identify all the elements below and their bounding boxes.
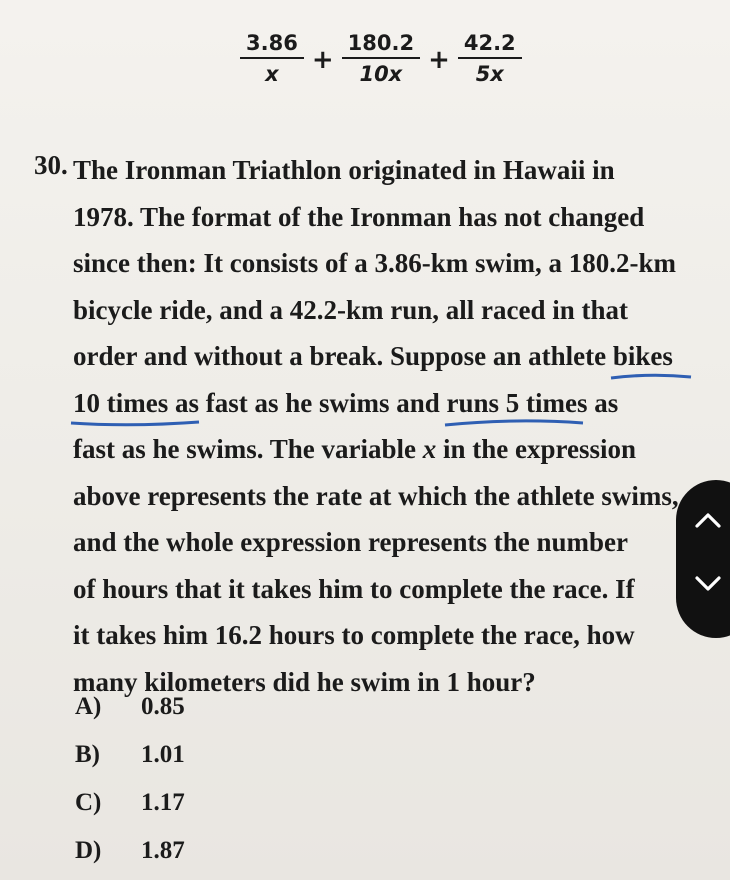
plus-sign: + xyxy=(311,45,334,75)
choice-letter: C) xyxy=(75,789,102,816)
pen-underline-mark xyxy=(71,417,201,429)
question-line: it takes him 16.2 hours to complete the race, how xyxy=(73,620,635,650)
line-text: fast as he swims. The variable xyxy=(73,434,423,464)
underlined-five-times xyxy=(447,383,588,423)
pen-underline-mark xyxy=(611,372,691,382)
question-line: bicycle ride, and a 42.2-km run, all raced in that xyxy=(73,294,628,325)
chevron-down-icon[interactable] xyxy=(694,573,722,593)
question-line: many kilometers did he swim in 1 hour? xyxy=(73,666,536,697)
question-number: 30. xyxy=(34,150,68,180)
choice-value: 1.87 xyxy=(141,837,185,864)
plus-sign: + xyxy=(428,45,450,75)
question-line: 1978. The format of the Ironman has not changed xyxy=(73,201,645,232)
denominator: 10x xyxy=(359,61,403,86)
chevron-up-icon[interactable] xyxy=(694,510,722,530)
choice-value: 0.85 xyxy=(141,693,185,720)
line-text: fast as he swims and xyxy=(198,387,447,418)
line-text: as xyxy=(587,387,619,418)
expression xyxy=(240,18,522,98)
question-line: The Ironman Triathlon originated in Hawaii in xyxy=(73,155,615,185)
underlined-ten-times xyxy=(73,383,199,423)
choice-value: 1.17 xyxy=(141,789,185,816)
line-text: order and without a break. Suppose an athlete xyxy=(73,341,613,371)
choice-a[interactable] xyxy=(75,683,185,731)
question-line: of hours that it takes him to complete the race. If xyxy=(73,573,635,604)
scroll-nav-pill xyxy=(676,480,730,638)
variable-x: x xyxy=(422,434,437,464)
question-line xyxy=(73,383,683,430)
choice-value: 1.01 xyxy=(141,741,185,768)
answer-choices xyxy=(75,683,185,875)
choice-letter: A) xyxy=(75,693,102,720)
choice-letter: B) xyxy=(75,741,100,768)
question-line xyxy=(73,336,683,383)
pen-underline-mark xyxy=(445,417,585,429)
question-line: above represents the rate at which the athlete swims, xyxy=(73,480,679,511)
fraction-bike xyxy=(342,31,420,86)
underlined-text: 10 times as xyxy=(73,387,199,418)
underlined-text: bikes xyxy=(612,341,673,371)
numerator: 3.86 xyxy=(240,31,304,59)
question-text xyxy=(73,150,683,708)
numerator: 180.2 xyxy=(342,31,420,59)
choice-letter: D) xyxy=(75,837,102,864)
numerator: 42.2 xyxy=(458,31,522,59)
choice-b[interactable] xyxy=(75,731,185,779)
underlined-text: runs 5 times xyxy=(446,387,588,418)
fraction-swim xyxy=(240,31,304,86)
fraction-run xyxy=(458,31,522,86)
question-line: and the whole expression represents the number xyxy=(73,527,629,557)
underlined-bikes xyxy=(613,336,673,376)
line-text: in the expression xyxy=(436,434,637,464)
denominator: 5x xyxy=(475,61,504,86)
choice-d[interactable] xyxy=(75,827,185,875)
choice-c[interactable] xyxy=(75,779,185,827)
question-line xyxy=(73,429,683,476)
denominator: x xyxy=(265,61,279,86)
question-line: since then: It consists of a 3.86-km swim, a 180.2-km xyxy=(73,248,676,278)
